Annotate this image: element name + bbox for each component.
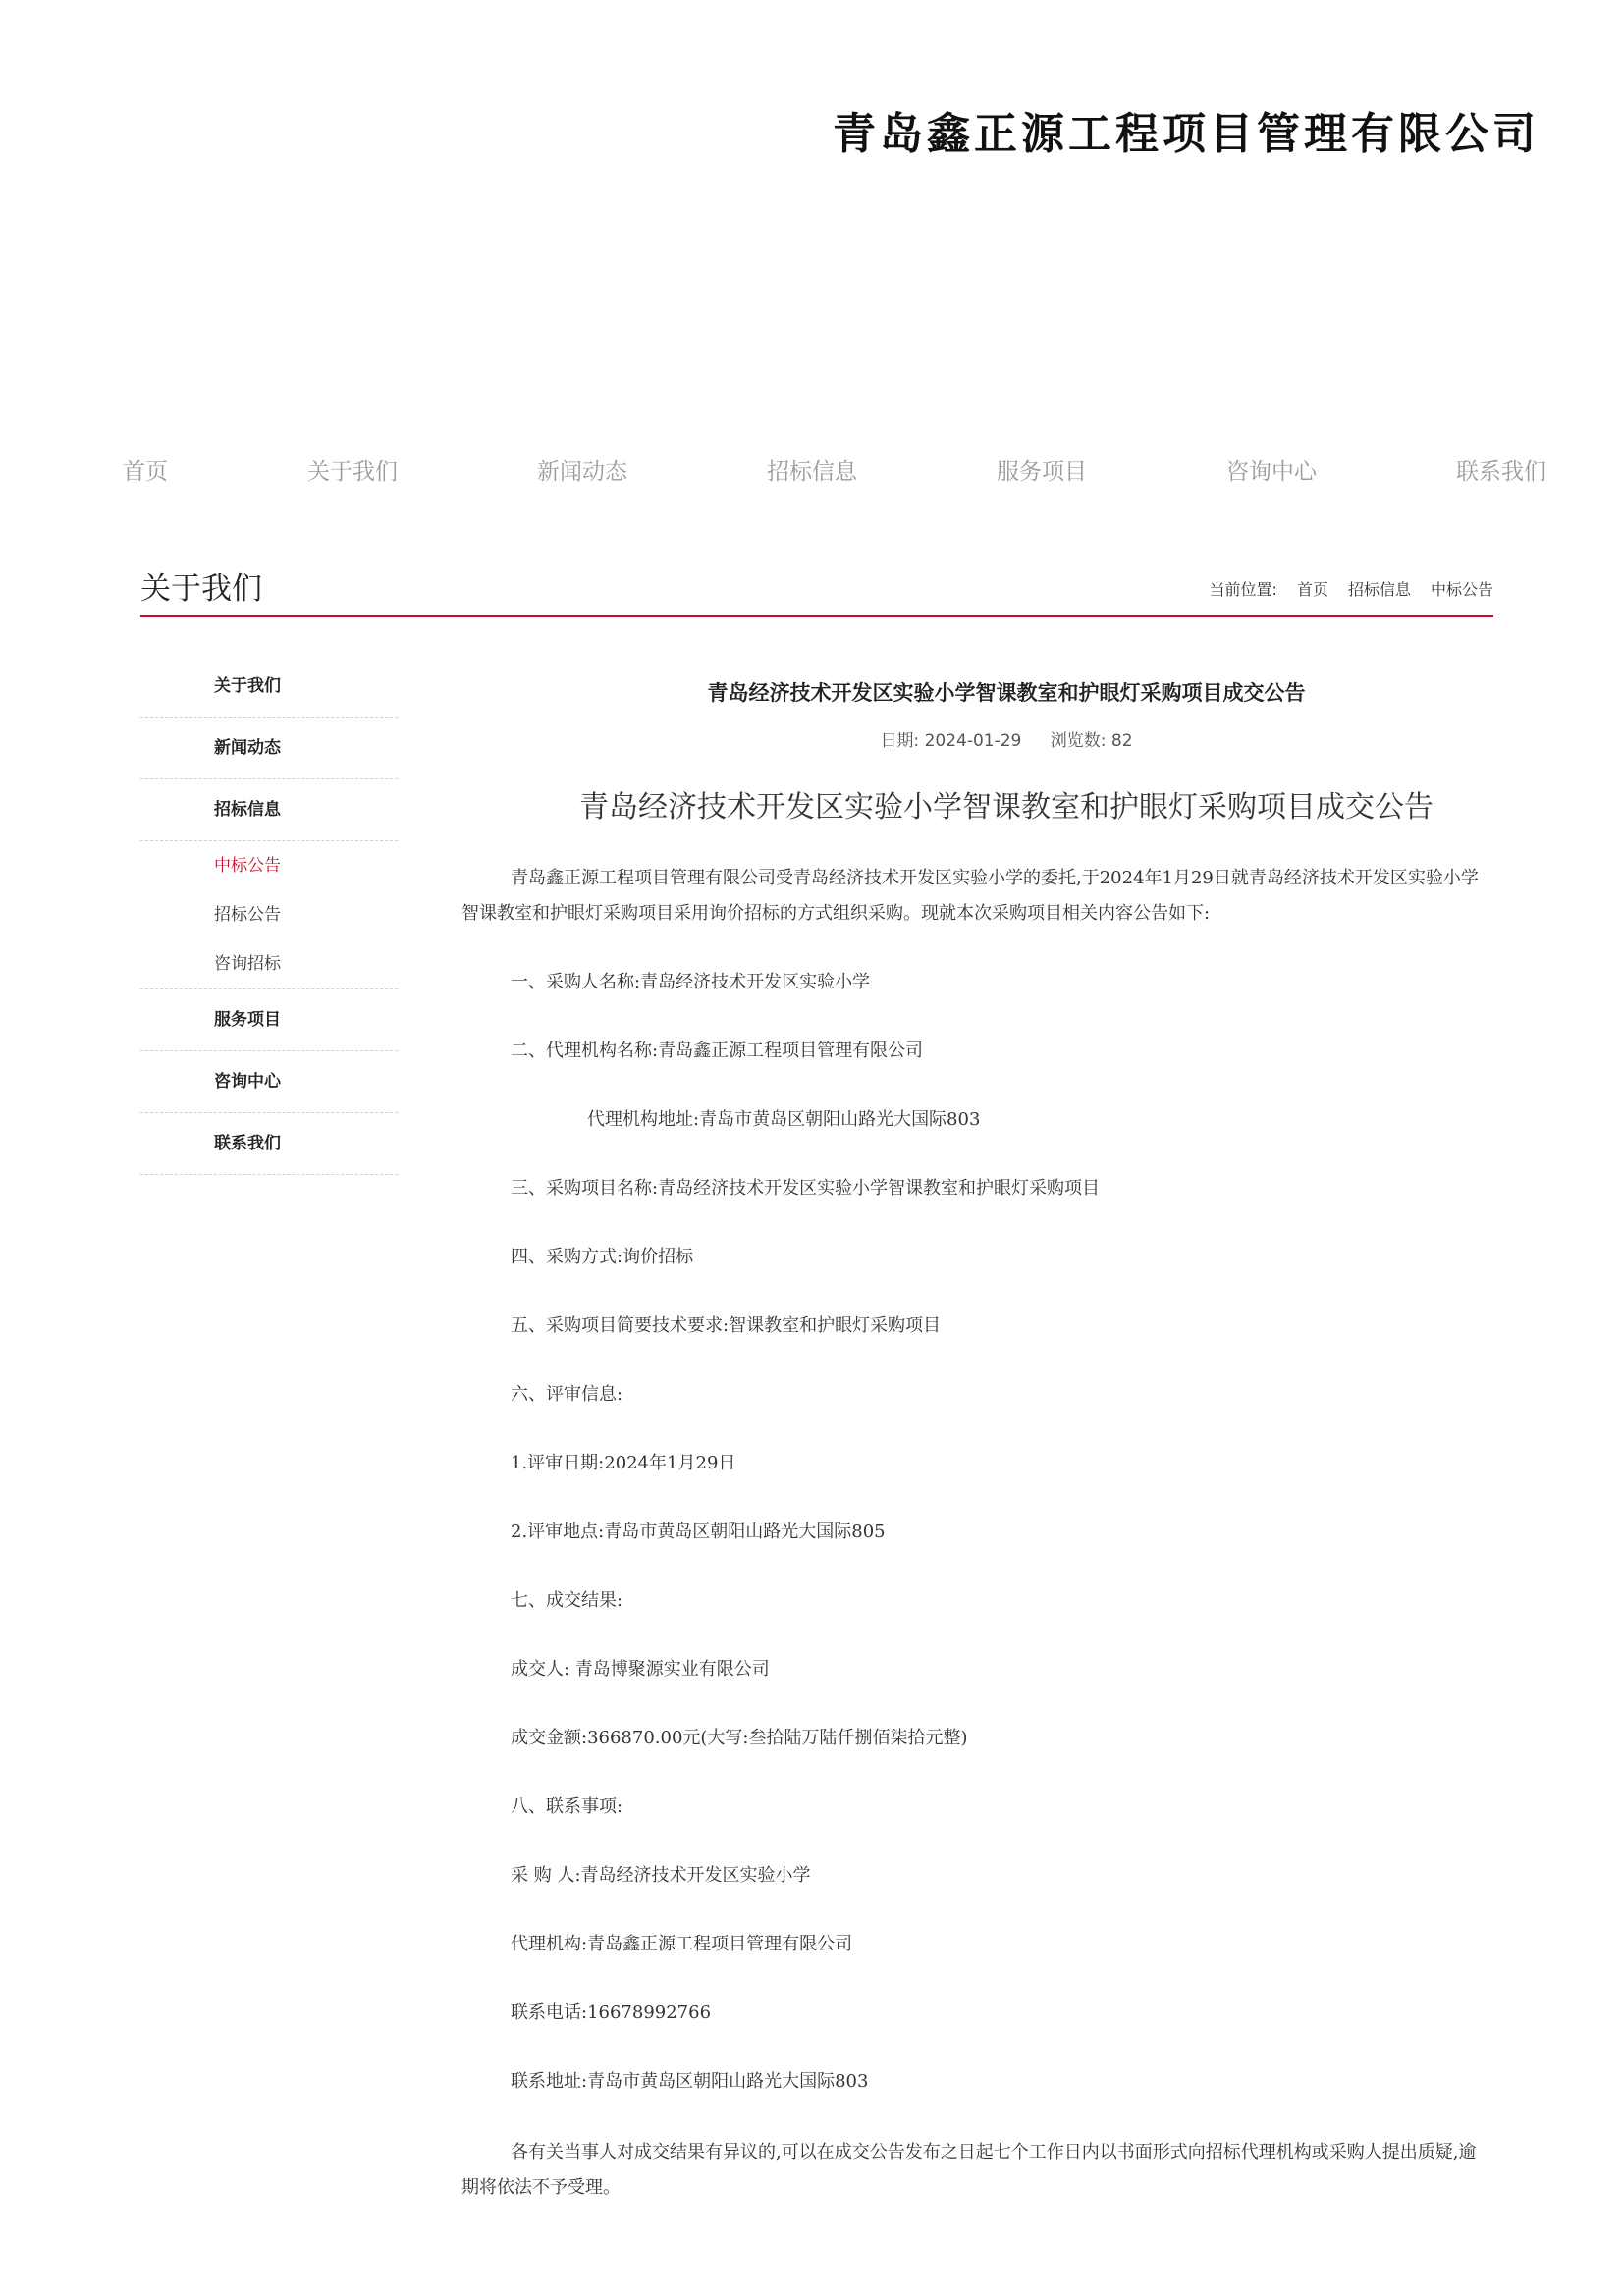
article-date: 日期: 2024-01-29 (880, 731, 1022, 751)
article-line: 七、成交结果: (511, 1590, 623, 1611)
article-title: 青岛经济技术开发区实验小学智课教室和护眼灯采购项目成交公告 (707, 681, 1306, 705)
sidebar-item-about[interactable]: 关于我们 (140, 656, 398, 718)
article-line: 2.评审地点:青岛市黄岛区朝阳山路光大国际805 (511, 1522, 886, 1542)
article-line: 成交金额:366870.00元(大写:叁拾陆万陆仟捌佰柒拾元整) (511, 1728, 968, 1748)
nav-home[interactable]: 首页 (123, 459, 168, 485)
article-views: 浏览数: 82 (1050, 731, 1133, 751)
article-line: 五、采购项目简要技术要求:智课教室和护眼灯采购项目 (511, 1315, 942, 1336)
article-line: 二、代理机构名称:青岛鑫正源工程项目管理有限公司 (511, 1041, 924, 1061)
article (461, 677, 1492, 2206)
article-meta (520, 726, 1492, 751)
article-line: 联系电话:16678992766 (511, 2002, 712, 2023)
sidebar-item-news[interactable]: 新闻动态 (140, 718, 398, 779)
article-line: 1.评审日期:2024年1月29日 (511, 1453, 736, 1473)
breadcrumb-bidding[interactable]: 招标信息 (1347, 580, 1411, 599)
sidebar-subitem-inquiry[interactable]: 咨询招标 (140, 939, 398, 989)
nav-services[interactable]: 服务项目 (997, 459, 1087, 485)
sidebar (140, 656, 398, 1175)
article-line: 四、采购方式:询价招标 (511, 1247, 694, 1267)
sidebar-subitem-award[interactable]: 中标公告 (214, 856, 281, 876)
article-line: 八、联系事项: (511, 1796, 623, 1817)
breadcrumb-label: 当前位置: (1209, 580, 1277, 599)
nav-contact[interactable]: 联系我们 (1456, 459, 1546, 485)
article-line: 代理机构地址:青岛市黄岛区朝阳山路光大国际803 (587, 1109, 981, 1130)
section-title: 关于我们 (140, 571, 262, 607)
nav-news[interactable]: 新闻动态 (537, 459, 627, 485)
article-line: 一、采购人名称:青岛经济技术开发区实验小学 (511, 972, 871, 992)
article-line: 采 购 人:青岛经济技术开发区实验小学 (511, 1865, 811, 1886)
breadcrumb-home[interactable]: 首页 (1296, 580, 1328, 599)
sidebar-item-contact[interactable]: 联系我们 (140, 1113, 398, 1175)
article-line: 三、采购项目名称:青岛经济技术开发区实验小学智课教室和护眼灯采购项目 (511, 1178, 1101, 1199)
article-heading: 青岛经济技术开发区实验小学智课教室和护眼灯采购项目成交公告 (579, 790, 1434, 825)
breadcrumb (1210, 577, 1493, 600)
sidebar-item-consulting[interactable]: 咨询中心 (140, 1051, 398, 1113)
article-intro: 青岛鑫正源工程项目管理有限公司受青岛经济技术开发区实验小学的委托,于2024年1月29日就青岛经济技术开发区实验小学智课教室和护眼灯采购项目采用询价招标的方式组织采购。现就本次采购项目相关内容公告如下: (461, 868, 1479, 924)
nav-consulting[interactable]: 咨询中心 (1226, 459, 1317, 485)
nav-bidding[interactable]: 招标信息 (767, 459, 857, 485)
article-closing: 各有关当事人对成交结果有异议的,可以在成交公告发布之日起七个工作日内以书面形式向招标代理机构或采购人提出质疑,逾期将依法不予受理。 (461, 2142, 1477, 2198)
article-line: 联系地址:青岛市黄岛区朝阳山路光大国际803 (511, 2071, 869, 2092)
section-divider (140, 615, 1493, 617)
breadcrumb-award[interactable]: 中标公告 (1430, 580, 1493, 599)
main-nav (123, 454, 1546, 493)
sidebar-subitem-tender[interactable]: 招标公告 (214, 905, 281, 925)
sidebar-item-services[interactable]: 服务项目 (140, 989, 398, 1051)
article-body (461, 861, 1492, 2206)
site-title: 青岛鑫正源工程项目管理有限公司 (833, 109, 1540, 157)
nav-about[interactable]: 关于我们 (307, 459, 398, 485)
sidebar-item-bidding[interactable]: 招标信息 (140, 779, 398, 841)
article-line: 六、评审信息: (511, 1384, 623, 1405)
article-line: 代理机构:青岛鑫正源工程项目管理有限公司 (511, 1934, 853, 1954)
article-line: 成交人: 青岛博聚源实业有限公司 (511, 1659, 770, 1680)
